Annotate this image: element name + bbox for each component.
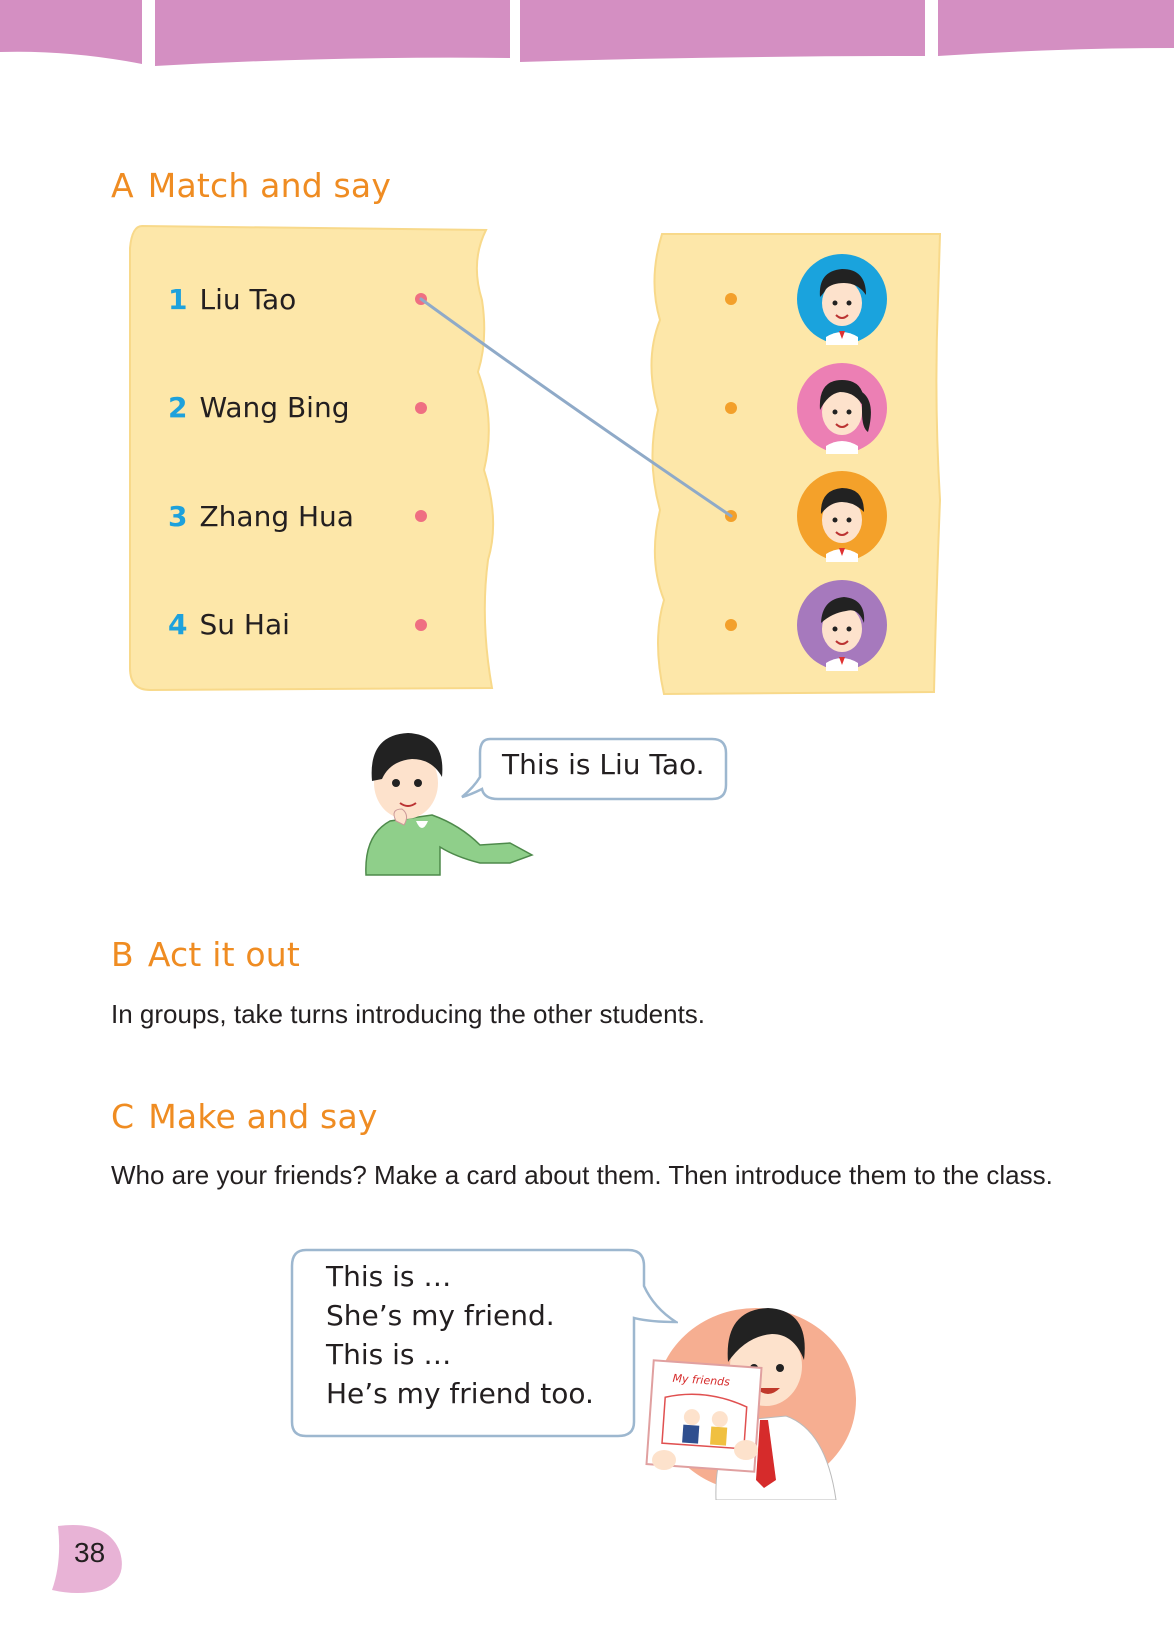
name-number-3: 3 bbox=[168, 500, 188, 533]
name-dot-4 bbox=[415, 619, 427, 631]
page-number: 38 bbox=[74, 1537, 106, 1568]
boy-with-card-illustration bbox=[636, 1270, 866, 1500]
name-label-1: Liu Tao bbox=[199, 283, 297, 316]
name-item-1 bbox=[168, 280, 296, 320]
section-a-title-text: Match and say bbox=[147, 166, 392, 205]
card-title: My friends bbox=[672, 1371, 731, 1389]
name-dot-2 bbox=[415, 402, 427, 414]
name-label-4: Su Hai bbox=[199, 608, 290, 641]
section-b-letter: B bbox=[111, 935, 134, 974]
name-number-4: 4 bbox=[168, 608, 188, 641]
boy-avatar-orange bbox=[796, 470, 888, 562]
section-b-title bbox=[111, 935, 300, 974]
name-number-1: 1 bbox=[168, 283, 188, 316]
name-number-2: 2 bbox=[168, 391, 188, 424]
section-c-title bbox=[111, 1097, 378, 1136]
name-label-2: Wang Bing bbox=[199, 391, 350, 424]
name-item-3 bbox=[168, 497, 354, 537]
name-item-2 bbox=[168, 388, 349, 428]
boy-avatar-purple bbox=[796, 579, 888, 671]
section-c-letter: C bbox=[111, 1097, 135, 1136]
girl-avatar-pink bbox=[796, 362, 888, 454]
boy-avatar-blue bbox=[796, 253, 888, 345]
match-area bbox=[0, 0, 1174, 700]
speech-line-3: This is … bbox=[326, 1338, 452, 1371]
section-c-instruction: Who are your friends? Make a card about them. Then introduce them to the class. bbox=[111, 1160, 1053, 1190]
section-a-letter: A bbox=[111, 166, 134, 205]
speech-line-2: She’s my friend. bbox=[326, 1299, 555, 1332]
name-item-4 bbox=[168, 605, 290, 645]
speech-line-1: This is … bbox=[326, 1260, 452, 1293]
section-b-instruction: In groups, take turns introducing the other students. bbox=[111, 999, 706, 1029]
name-dot-3 bbox=[415, 510, 427, 522]
section-c-title-text: Make and say bbox=[148, 1097, 378, 1136]
speech-line-4: He’s my friend too. bbox=[326, 1377, 594, 1410]
face-dot-2 bbox=[725, 402, 737, 414]
section-b-title-text: Act it out bbox=[147, 935, 301, 974]
speech-text-a: This is Liu Tao. bbox=[502, 748, 705, 781]
name-label-3: Zhang Hua bbox=[199, 500, 354, 533]
speech-lines-c bbox=[326, 1257, 594, 1413]
face-dot-4 bbox=[725, 619, 737, 631]
face-dot-1 bbox=[725, 293, 737, 305]
